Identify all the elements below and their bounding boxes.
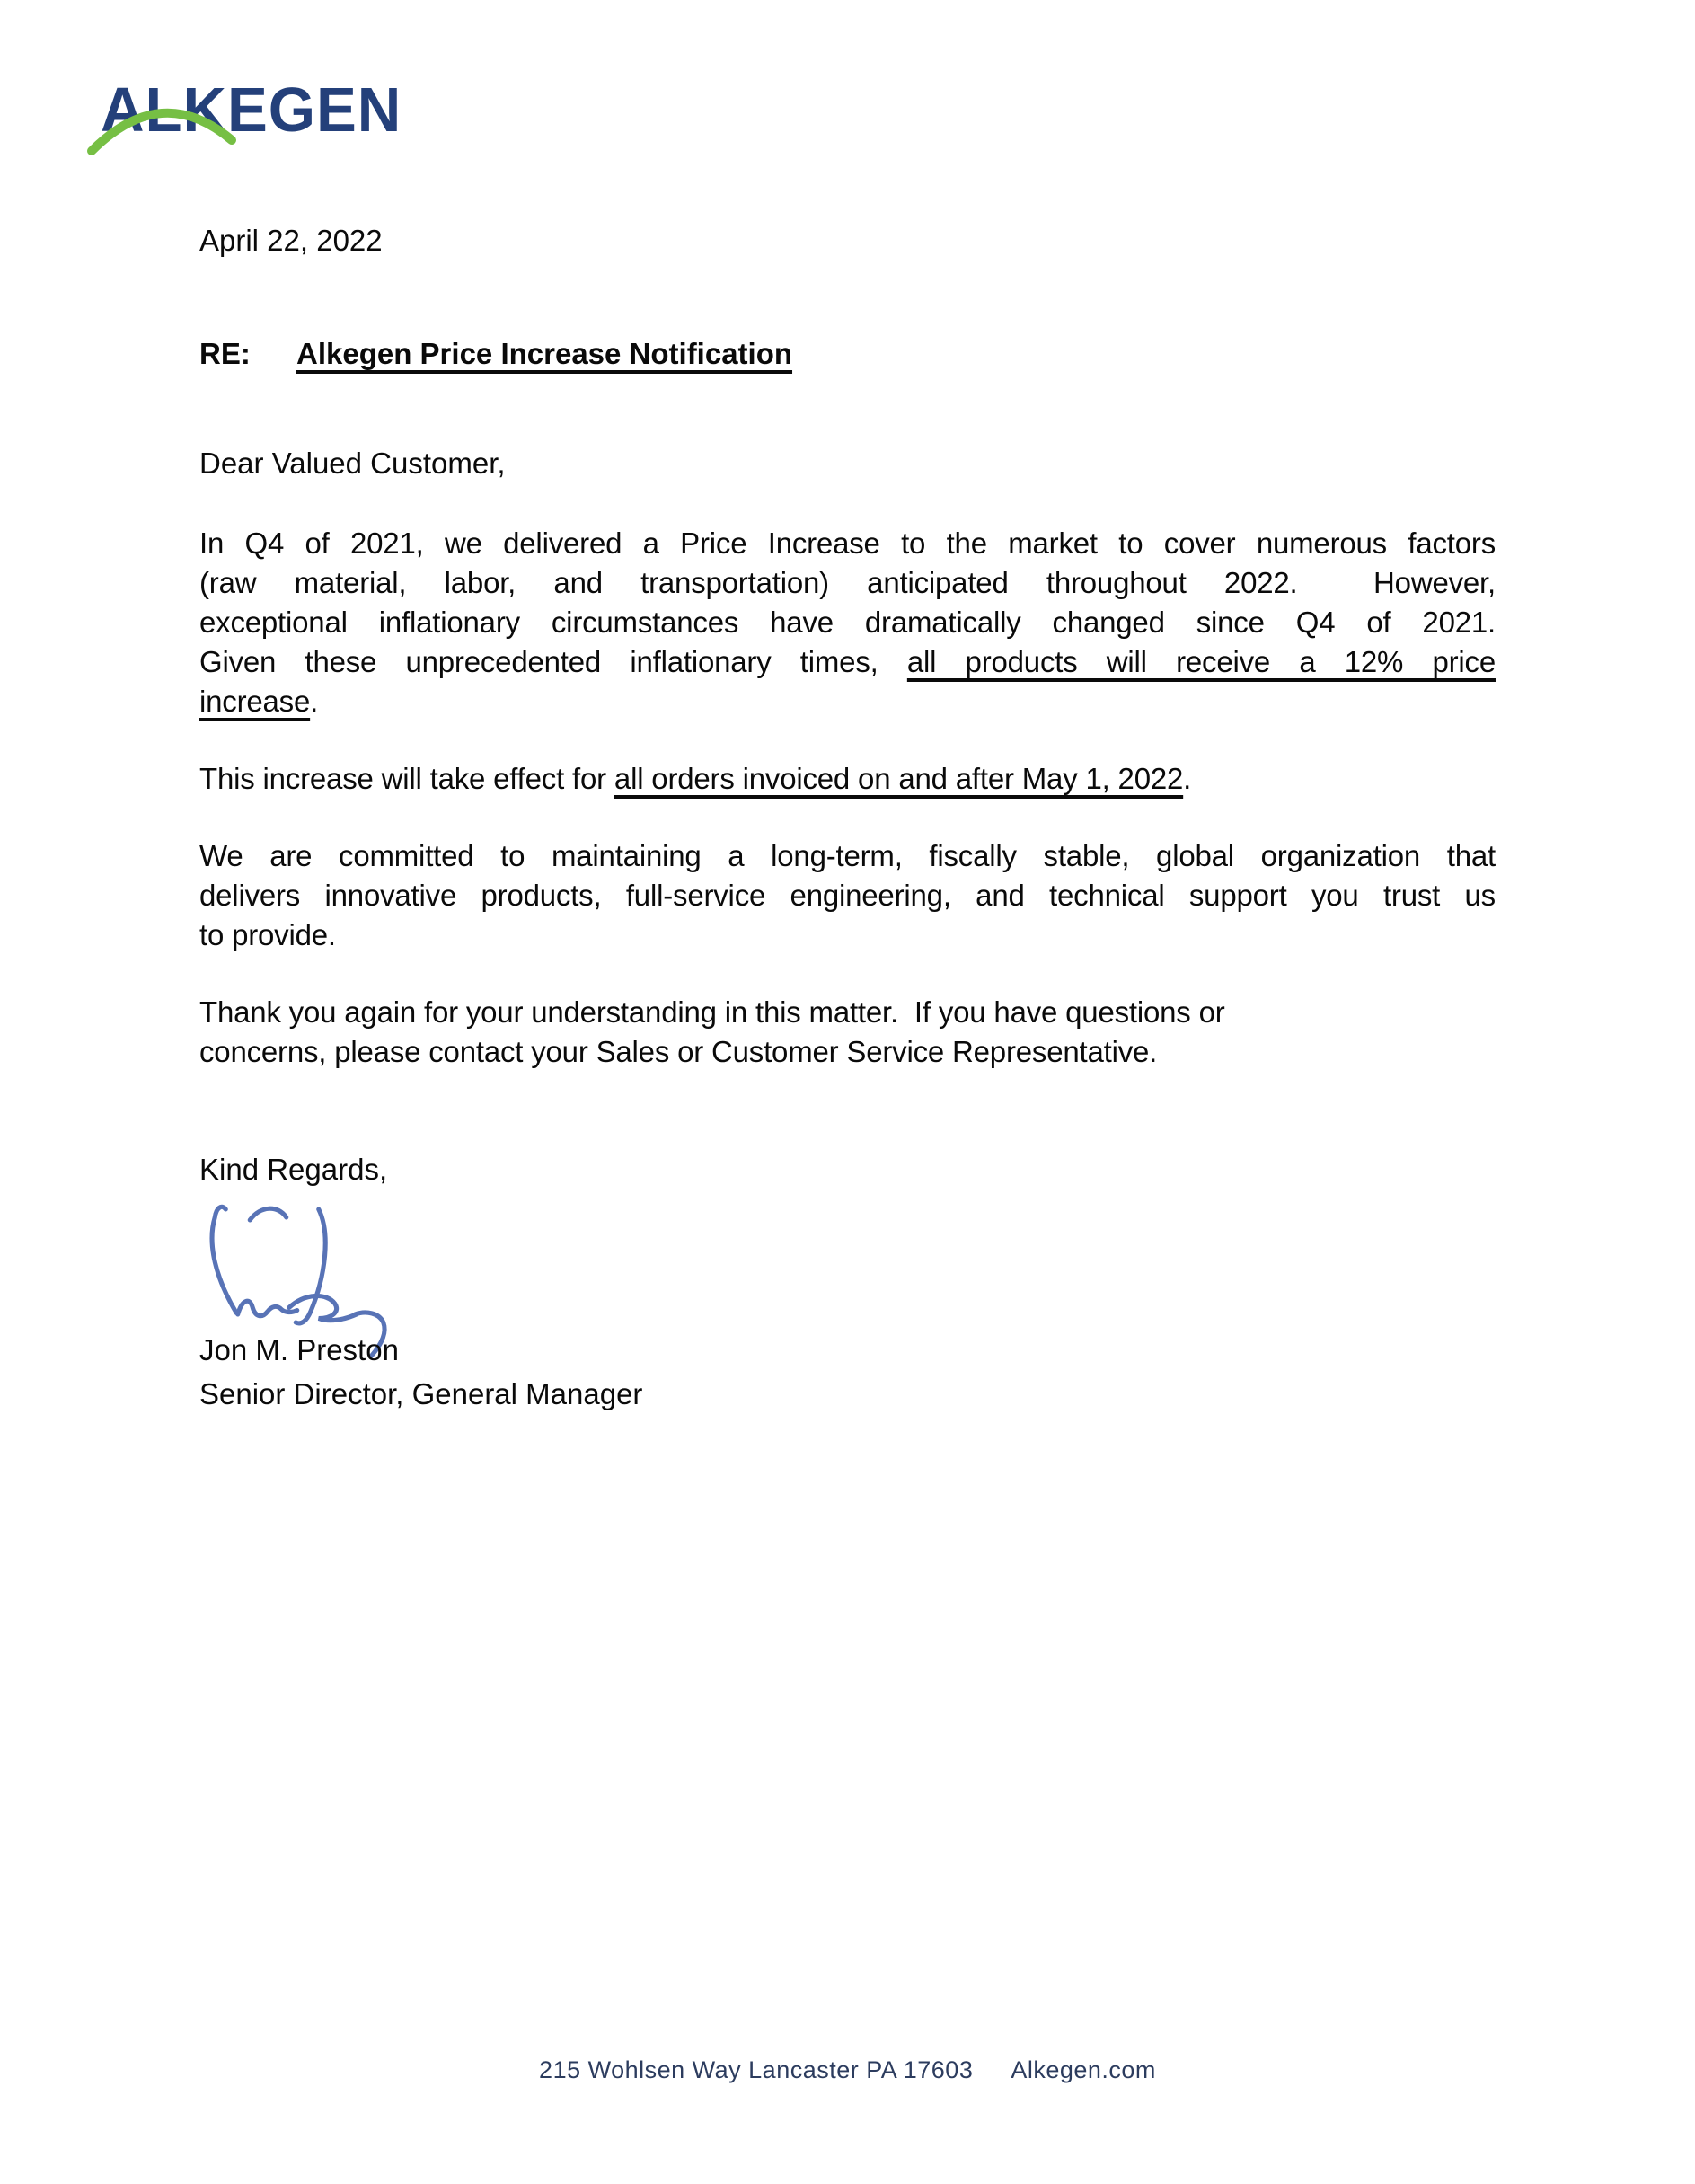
text-segment: Thank you again for your understanding in this matter. If you have questions or [199, 995, 1225, 1029]
paragraph-line [199, 524, 1496, 563]
text-segment: to provide. [199, 918, 336, 951]
text-segment: (raw material, labor, and transportation) anticipated throughout 2022. However, [199, 566, 1496, 599]
letter-date: April 22, 2022 [199, 224, 383, 257]
page-footer [0, 2054, 1695, 2086]
closing: Kind Regards, [199, 1153, 388, 1186]
underlined-text: increase [199, 685, 311, 718]
paragraph-line [199, 563, 1496, 603]
letter-paragraph [199, 524, 1496, 721]
footer-website: Alkegen.com [1011, 2056, 1156, 2083]
text-segment: . [310, 685, 319, 718]
alkegen-logo [101, 77, 460, 158]
paragraph-line [199, 836, 1496, 876]
salutation: Dear Valued Customer, [199, 447, 506, 480]
letter-paragraph [199, 993, 1496, 1072]
paragraph-line [199, 876, 1496, 915]
signer-name: Jon M. Preston [199, 1333, 399, 1366]
paragraph-line [199, 915, 1496, 955]
signer-title: Senior Director, General Manager [199, 1377, 643, 1410]
paragraph-line [199, 603, 1496, 642]
footer-address: 215 Wohlsen Way Lancaster PA 17603 [539, 2056, 974, 2083]
text-segment: This increase will take effect for [199, 762, 614, 795]
paragraph-line [199, 993, 1496, 1032]
text-segment: delivers innovative products, full-service engineering, and technical support you trust us [199, 879, 1496, 912]
paragraph-line [199, 642, 1496, 682]
subject-line [199, 334, 792, 374]
text-segment: . [1183, 762, 1192, 795]
text-segment: concerns, please contact your Sales or Customer Service Representative. [199, 1035, 1158, 1068]
text-segment: In Q4 of 2021, we delivered a Price Increase to the market to cover numerous factors [199, 526, 1496, 560]
text-segment: exceptional inflationary circumstances have dramatically changed since Q4 of 2021. [199, 606, 1496, 639]
alkegen-logo-wordmark: ALKEGEN [101, 75, 402, 145]
underlined-text: all orders invoiced on and after May 1, 2022 [614, 762, 1184, 795]
paragraph-line [199, 682, 1496, 721]
underlined-text: all products will receive a 12% price [906, 645, 1496, 678]
text-segment: Given these unprecedented inflationary times, [199, 645, 907, 678]
re-label: RE: [199, 337, 251, 370]
letter-paragraph [199, 836, 1496, 955]
letter-paragraph [199, 759, 1496, 799]
letter-body [199, 524, 1496, 1072]
subject-title: Alkegen Price Increase Notification [296, 337, 793, 370]
logo-swoosh-icon [86, 90, 239, 160]
text-segment: We are committed to maintaining a long-term, fiscally stable, global organization that [199, 839, 1496, 872]
signer-block [199, 1328, 642, 1416]
paragraph-line [199, 759, 1496, 799]
paragraph-line [199, 1032, 1496, 1072]
